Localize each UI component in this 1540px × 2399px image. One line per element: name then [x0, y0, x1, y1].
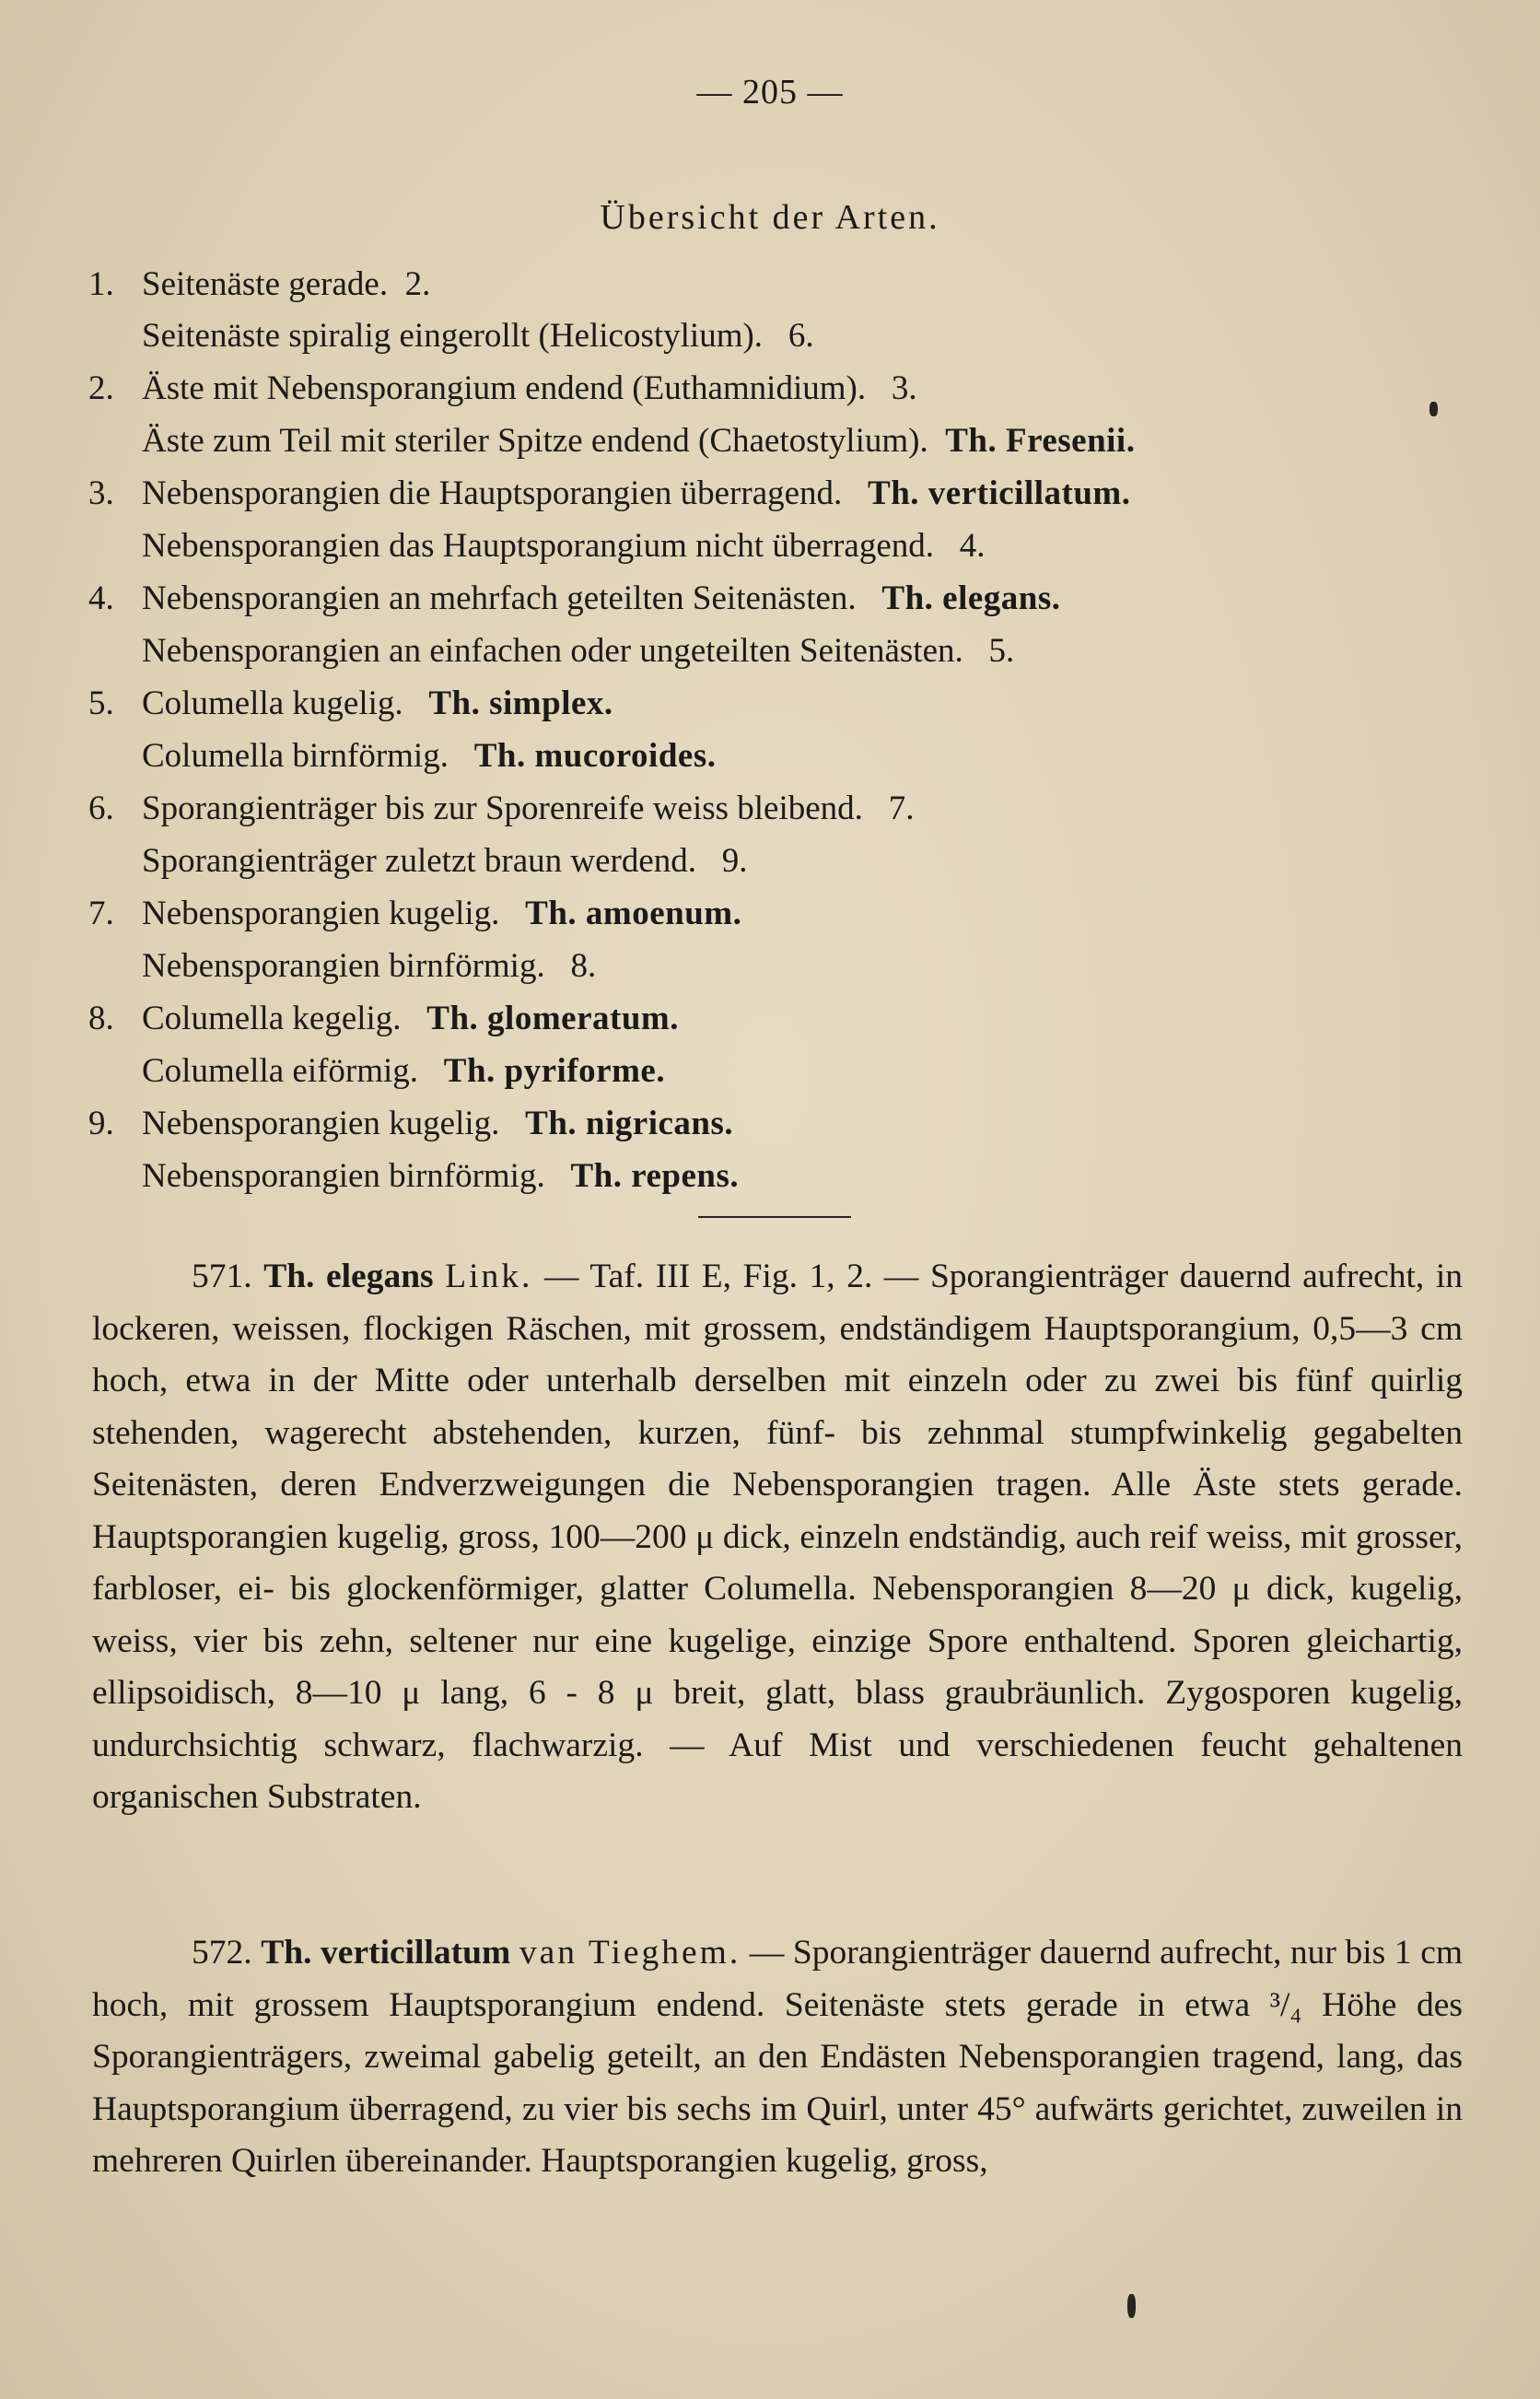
key-text: Columella birnförmig. — [142, 737, 449, 775]
key-text: Nebensporangien an mehrfach geteilten Seitenästen. — [142, 579, 857, 617]
key-species-name: Th. mucoroides. — [473, 737, 717, 775]
entry-text: — Taf. III E, Fig. 1, 2. — Sporangienträger dauernd aufrecht, in lockeren, weissen, flockigen Räschen, mit grossem, endständigem Hauptsporangium, 0,5—3 cm hoch, etwa in der Mitte oder unterhalb derselben mit einzeln oder zu zwei bis fünf quirlig stehenden, wagerecht abstehenden, kurzen, fünf- bis zehnmal stumpfwinkelig gegabelten Seitenästen, deren Endverzweigungen die Nebensporangien tragen. Alle Äste stets gerade. Hauptsporangien kugelig, gross, 100—200 μ dick, einzeln endständig, auch reif weiss, mit grosser, farbloser, ei- bis glockenförmiger, glatter Columella. Nebensporangien 8—20 μ dick, kugelig, weiss, vier bis zehn, seltener nur eine kugelige, einzige Spore enthaltend. Sporen gleichartig, ellipsoidisch, 8—10 μ lang, 6 - 8 μ breit, glatt, blass graubräunlich. Zygosporen kugelig, undurchsichtig schwarz, flachwarzig. — Auf Mist und verschiedenen feucht gehaltenen organischen Substraten. — [92, 1258, 1464, 1816]
key-number: 2. — [88, 369, 114, 407]
key-species-name: Th. nigricans. — [525, 1105, 734, 1142]
key-number: 3. — [88, 474, 114, 512]
key-text: Sporangienträger zuletzt braun werdend. — [142, 842, 697, 880]
key-text: Sporangienträger bis zur Sporenreife weiss bleibend. — [142, 790, 863, 827]
key-lead: 3. — [891, 369, 917, 407]
key-number: 1. — [88, 265, 114, 303]
entry-text: — Sporangienträger dauernd aufrecht, nur bis 1 cm hoch, mit grossem Hauptsporangium endend. Seitenäste stets gerade in etwa ³/₄ Höhe des Sporangienträgers, zweimal gabelig geteilt, an den Endästen Nebensporangien tragend, lang, das Hauptsporangium überragend, zu vier bis sechs im Quirl, unter 45° aufwärts gerichtet, zuweilen in mehreren Quirlen übereinander. Hauptsporangien kugelig, gross, — [92, 1934, 1464, 2180]
key-text: Nebensporangien birnförmig. — [142, 1157, 545, 1195]
key-species-name: Th. amoenum. — [525, 895, 742, 932]
key-lead: 4. — [959, 527, 986, 565]
key-species-name: Th. glomeratum. — [426, 1000, 679, 1037]
key-text: Columella kugelig. — [142, 685, 403, 722]
key-number: 9. — [88, 1105, 114, 1142]
key-lead: 5. — [988, 632, 1015, 670]
key-text: Äste mit Nebensporangium endend (Euthamnidium). — [142, 369, 867, 407]
key-species-name: Th. repens. — [570, 1157, 740, 1195]
entry-species-name: Th. elegans — [263, 1258, 434, 1295]
page-number: — 205 — — [696, 73, 844, 111]
key-lead: 9. — [721, 842, 748, 880]
key-text: Seitenäste gerade. — [142, 265, 389, 303]
key-lead: 2. — [404, 265, 431, 303]
species-entry-571 — [92, 1251, 1463, 1824]
species-entry-572 — [92, 1927, 1463, 2188]
key-number: 7. — [88, 895, 114, 932]
key-text: Äste zum Teil mit steriler Spitze endend (Chaetostylium). — [142, 422, 928, 460]
entry-number: 572. — [192, 1934, 252, 1972]
key-lead: 8. — [570, 947, 597, 985]
key-number: 5. — [88, 685, 114, 722]
key-text: Columella eiförmig. — [142, 1052, 419, 1090]
key-lead: 7. — [888, 790, 915, 827]
key-text: Columella kegelig. — [142, 1000, 402, 1037]
key-text: Nebensporangien kugelig. — [142, 1105, 500, 1142]
key-text: Nebensporangien die Hauptsporangien überragend. — [142, 474, 843, 512]
key-number: 8. — [88, 1000, 114, 1037]
entry-author: van Tieghem. — [519, 1934, 741, 1972]
key-text: Seitenäste spiralig eingerollt (Helicostylium). — [142, 317, 764, 355]
entry-author: Link. — [445, 1258, 533, 1295]
entry-species-name: Th. verticillatum — [261, 1934, 511, 1972]
entry-number: 571. — [192, 1258, 252, 1295]
key-text: Nebensporangien das Hauptsporangium nicht überragend. — [142, 527, 934, 565]
key-species-name: Th. Fresenii. — [945, 422, 1136, 460]
key-lead: 6. — [788, 317, 814, 355]
key-species-name: Th. verticillatum. — [868, 474, 1131, 512]
key-species-name: Th. elegans. — [881, 579, 1061, 617]
ink-speck — [1429, 402, 1438, 416]
key-number: 6. — [88, 790, 114, 827]
key-text: Nebensporangien kugelig. — [142, 895, 500, 932]
section-heading: Übersicht der Arten. — [600, 198, 940, 237]
key-number: 4. — [88, 579, 114, 617]
key-species-name: Th. pyriforme. — [443, 1052, 666, 1090]
section-divider — [698, 1216, 851, 1218]
key-text: Nebensporangien an einfachen oder ungeteilten Seitenästen. — [142, 632, 963, 670]
ink-speck — [1127, 2294, 1136, 2318]
key-text: Nebensporangien birnförmig. — [142, 947, 545, 985]
key-species-name: Th. simplex. — [428, 685, 613, 722]
